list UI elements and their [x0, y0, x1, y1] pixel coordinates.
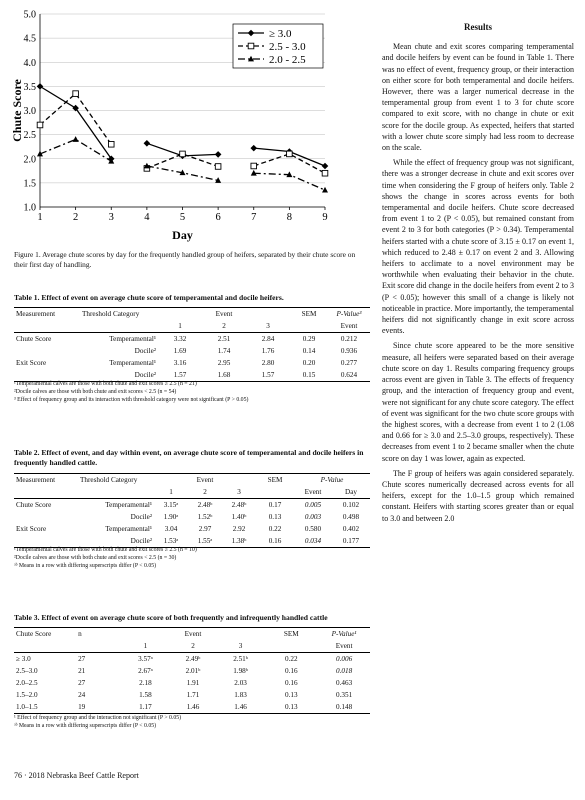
figure-1-line-chart	[0, 0, 375, 250]
data-point	[37, 83, 44, 90]
table-row	[14, 677, 370, 689]
cell: 0.14	[302, 347, 316, 355]
table-row	[14, 333, 370, 346]
results-paragraph: Mean chute and exit scores comparing temperamental and docile heifers by event can be found in Table 1. There was no effect of event, frequency group, or their interaction on either score for both temperamental and docile heifers. However, there was a larger numerical decrease in the temperamental group from event 1 to 3 for chute score compared to exit score, with no change in chute or exit score for the docile group. As expected, heifers that started with a lower chute score simply had less room to decrease on the scale.	[382, 42, 574, 153]
table-row	[14, 689, 370, 701]
t3-h-sem: SEM	[264, 628, 318, 641]
y-tick-label: 1.5	[23, 178, 36, 190]
cell: 2.49ᵇ	[185, 655, 201, 663]
cell: 2.51	[217, 335, 231, 343]
series-2	[37, 91, 328, 176]
series-3	[37, 136, 328, 192]
cell: 1.46	[169, 701, 217, 714]
results-column	[382, 22, 574, 528]
cell: 2.92	[232, 525, 246, 533]
table2-title: Table 2. Effect of event, and day within event, on average chute score of temperamental and docile heifers in frequently handled cattle.	[14, 448, 364, 467]
cell: 1.57	[158, 369, 202, 382]
cell: 2.84	[261, 335, 275, 343]
x-tick-label: 3	[108, 212, 114, 223]
cell: Docile²	[130, 513, 152, 521]
t2-h-e1: 1	[154, 486, 188, 499]
data-point	[322, 187, 328, 193]
cell: 1.46	[217, 701, 265, 714]
t1-h-e3: 3	[246, 320, 290, 333]
t3-h-ev: Event	[318, 640, 370, 653]
cell: 3.04	[164, 525, 178, 533]
cell: 1.17	[122, 701, 170, 714]
table2-footnotes	[14, 547, 374, 570]
cell: 2.80	[261, 359, 275, 367]
cell: 0.29	[302, 335, 316, 343]
cell: Chute Score	[16, 335, 52, 343]
table2	[14, 473, 370, 548]
cell: 0.16	[285, 679, 298, 687]
t3-h-event: Event	[122, 628, 265, 641]
y-tick-label: 2.5	[23, 130, 36, 142]
cell: 1.74	[217, 347, 231, 355]
table-row	[14, 653, 370, 666]
cell: 0.212	[340, 335, 358, 343]
cell	[14, 345, 80, 357]
t2-h-measurement: Measurement	[14, 474, 78, 487]
cell: 0.936	[340, 347, 358, 355]
x-tick-label: 1	[37, 212, 43, 223]
data-point	[250, 145, 257, 152]
footnote: ¹Temperamental calves are those with both chute and exit scores ≥ 2.5 (n = 21)	[14, 381, 197, 387]
cell: 2.18	[139, 679, 152, 687]
cell: 1.83	[234, 691, 247, 699]
x-tick-label: 5	[179, 212, 186, 223]
y-tick-label: 2.0	[23, 154, 36, 166]
cell: 1.91	[186, 679, 200, 687]
data-point	[180, 151, 186, 157]
cell: 1.55ᵃ	[188, 535, 222, 548]
x-tick-label: 9	[322, 212, 328, 223]
cell: 0.16	[285, 667, 298, 675]
cell	[14, 535, 78, 548]
y-tick-label: 5.0	[23, 9, 36, 21]
y-tick-label: 4.5	[23, 33, 36, 45]
data-point	[248, 43, 254, 49]
results-paragraph: While the effect of frequency group was not significant, there was a stronger decrease in chute and exit scores over time when considering the F group of heifers only. Table 2 shows the change in scores across events for both temperamental and docile heifers. Chute score decreased from event 1 to 2 (P < 0.05), but remained constant from event 2 to 3 for both categories (P > 0.34). Temperamental heifers started with a chute score of 3.15 ± 0.17 on event 1, which reduced to 2.48 ± 0.17 on event 2 and 3. Allowing heifers to acclimate to a novel environment may be worthwhile when evaluating their behavior in the chute. Exit score did change in the docile heifers from event 2 to 3 (P < 0.05); however this small of a change is likely not noticeable in practice. More importantly, the temperamental heifers did not significantly change in exit score across events.	[382, 158, 574, 336]
t2-h-sem: SEM	[256, 474, 294, 487]
data-point	[215, 164, 221, 170]
cell: 1.58	[139, 691, 152, 699]
t1-h-e1: 1	[158, 320, 202, 333]
table1-footnotes	[14, 381, 374, 404]
cell: 0.351	[336, 691, 353, 699]
cell: 0.22	[285, 655, 298, 663]
cell: Temperamental¹	[109, 335, 156, 343]
cell: 19	[76, 701, 122, 714]
t1-h-measurement: Measurement	[14, 308, 80, 321]
table3-title: Table 3. Effect of event on average chute score of both frequently and infrequently handled cattle	[14, 613, 328, 622]
cell: ≥ 3.0	[16, 655, 31, 663]
footnote: ¹Temperamental calves are those with both chute and exit scores ≥ 2.5 (n = 10)	[14, 547, 197, 553]
t1-h-event: Event	[158, 308, 290, 321]
t3-h-e1: 1	[122, 640, 170, 653]
t1-h-pvalue: P-Value³	[328, 308, 370, 321]
t3-h-e3: 3	[217, 640, 265, 653]
cell: 1.98ᵇ	[233, 667, 248, 675]
t2-h-ev: Event	[294, 486, 332, 499]
t1-h-e2: 2	[202, 320, 246, 333]
cell: 1.69	[173, 347, 187, 355]
cell: 0.177	[332, 535, 370, 548]
cell: 24	[78, 691, 86, 699]
cell: 1.38ᵇ	[222, 535, 256, 548]
table-row	[14, 357, 370, 369]
data-point	[108, 141, 114, 147]
x-axis-label: Day	[172, 228, 193, 242]
data-point	[37, 122, 43, 128]
cell: Exit Score	[16, 359, 47, 367]
cell: 0.034	[294, 535, 332, 548]
cell: Docile²	[134, 347, 156, 355]
table-row	[14, 535, 370, 548]
table-row	[14, 369, 370, 382]
x-tick-label: 6	[215, 212, 221, 223]
table-row	[14, 511, 370, 523]
cell: 0.463	[336, 679, 353, 687]
cell: Docile²	[80, 369, 158, 382]
cell: 3.32	[173, 335, 187, 343]
results-heading: Results	[463, 22, 492, 32]
cell: Temperamental¹	[105, 525, 152, 533]
cell: 1.0–1.5	[14, 701, 76, 714]
cell: 0.22	[268, 525, 282, 533]
x-tick-label: 7	[251, 212, 257, 223]
cell: 2.48ᵇ	[197, 501, 213, 509]
cell: 2.95	[217, 359, 231, 367]
cell: 0.13	[285, 691, 298, 699]
x-tick-label: 4	[144, 212, 150, 223]
cell: 2.5–3.0	[16, 667, 38, 675]
y-tick-label: 3.5	[23, 81, 36, 93]
cell: Chute Score	[16, 501, 52, 509]
legend-label: 2.0 - 2.5	[269, 54, 306, 66]
cell: 0.624	[328, 369, 370, 382]
footnote: ¹ Effect of frequency group and the interaction not significant (P > 0.05)	[14, 715, 182, 721]
cell: 0.006	[336, 655, 353, 663]
cell: Docile²	[78, 535, 154, 548]
cell	[14, 369, 80, 382]
table-row	[14, 701, 370, 714]
cell: 1.90ᵃ	[163, 513, 179, 521]
cell: 21	[78, 667, 86, 675]
data-point	[73, 136, 79, 142]
cell: 3.57ᵃ	[138, 655, 153, 663]
x-tick-label: 2	[73, 212, 79, 223]
cell: 1.53ᵃ	[154, 535, 188, 548]
t1-h-threshold: Threshold Category	[80, 308, 158, 321]
cell: 2.48ᵇ	[231, 501, 247, 509]
legend-label: 2.5 - 3.0	[269, 41, 306, 53]
cell: 1.52ᵇ	[197, 513, 213, 521]
x-tick-label: 8	[286, 212, 292, 223]
t2-h-e2: 2	[188, 486, 222, 499]
footnote: ²Docile calves are those with both chute and exit scores < 2.5 (n = 54)	[14, 388, 177, 395]
data-point	[215, 151, 222, 158]
figure-caption: Figure 1. Average chute scores by day for the frequently handled group of heifers, separated by their chute score on their first day of handling.	[14, 250, 356, 269]
legend-label: ≥ 3.0	[269, 28, 292, 40]
footnote: ᵃᵇ Means in a row with differing superscripts differ (P < 0.05)	[14, 562, 157, 569]
cell: 2.01ᵇ	[185, 667, 201, 675]
y-tick-label: 4.0	[23, 57, 36, 69]
cell: 3.15ᵃ	[163, 501, 179, 509]
footnote: ᵃᵇ Means in a row with differing superscripts differ (P < 0.05)	[14, 722, 157, 729]
t2-h-pvalue: P-Value	[294, 474, 370, 487]
cell	[14, 511, 78, 523]
y-tick-label: 1.0	[23, 202, 36, 214]
cell: 1.5–2.0	[16, 691, 38, 699]
data-point	[322, 170, 328, 176]
table1-title: Table 1. Effect of event on average chute score of temperamental and docile heifers.	[14, 293, 284, 302]
table3-footnotes	[14, 715, 374, 731]
cell: 0.13	[264, 701, 318, 714]
page-footer: 76 · 2018 Nebraska Beef Cattle Report	[14, 771, 139, 780]
series-line	[40, 86, 111, 158]
cell: 1.71	[186, 691, 200, 699]
cell: 0.16	[256, 535, 294, 548]
cell: 1.68	[202, 369, 246, 382]
t2-h-day: Day	[332, 486, 370, 499]
cell: 0.402	[342, 525, 360, 533]
t3-h-e2: 2	[169, 640, 217, 653]
cell: 0.498	[342, 513, 360, 521]
data-point	[251, 163, 257, 169]
cell: 27	[78, 679, 86, 687]
cell: Temperamental¹	[109, 359, 156, 367]
table-row	[14, 665, 370, 677]
table-row	[14, 523, 370, 535]
t2-h-threshold: Threshold Category	[78, 474, 154, 487]
cell: 27	[78, 655, 86, 663]
y-axis-label: Chute Score	[10, 79, 24, 142]
cell: 0.17	[268, 501, 282, 509]
cell: 3.16	[173, 359, 187, 367]
footnote: ³ Effect of frequency group and its interaction with threshold category were not significant (P > 0.05)	[14, 396, 249, 403]
cell: 2.0–2.5	[16, 679, 38, 687]
cell: 0.20	[302, 359, 316, 367]
cell: 0.018	[336, 667, 353, 675]
cell: 0.15	[290, 369, 328, 382]
t3-h-chute: Chute Score	[14, 628, 76, 641]
cell: Temperamental¹	[105, 501, 152, 509]
results-paragraph: The F group of heifers was again considered separately. Chute scores numerically decreased across events for all heifers, except for the 1.0–1.5 group which remained constant. Heifers with starting scores greater than or equal to 3.0 and between 2.0	[382, 468, 574, 523]
table-row	[14, 345, 370, 357]
data-point	[322, 163, 329, 170]
table3	[14, 627, 370, 714]
t3-h-n: n	[76, 628, 122, 641]
cell: 0.277	[340, 359, 358, 367]
cell: 0.102	[342, 501, 360, 509]
cell: 2.51ᵇ	[233, 655, 248, 663]
t1-h-sem: SEM	[290, 308, 328, 321]
cell: 1.40ᵇ	[231, 513, 247, 521]
t2-h-e3: 3	[222, 486, 256, 499]
cell: 0.13	[268, 513, 282, 521]
cell: 1.76	[261, 347, 275, 355]
cell: 0.580	[304, 525, 322, 533]
data-point	[287, 151, 293, 157]
cell: 0.148	[318, 701, 370, 714]
t3-h-pvalue: P-Value¹	[318, 628, 370, 641]
data-point	[73, 91, 79, 97]
results-paragraph: Since chute score appeared to be the more sensitive measure, all heifers were separated based on their average chute score on day 1. Results comparing frequency groups across event are given in Table 3. The effects of frequency group, and the interaction of frequency group and event, were not significant for any chute score category. The effect of event was significant for the two chute score groups with the highest scores, with a decrease from event 1 to 2 (1.08 and 0.66 for ≥ 3.0 and 2.5–3.0 groups, respectively). These decreases from event 1 to 2 became smaller when the chute score on day 1 was lower, again as expected.	[382, 341, 574, 463]
cell: 0.005	[304, 501, 322, 509]
table-row	[14, 499, 370, 512]
t1-h-ev: Event	[328, 320, 370, 333]
cell: 2.67ᵃ	[138, 667, 153, 675]
cell: 2.97	[198, 525, 212, 533]
cell: Exit Score	[16, 525, 47, 533]
data-point	[144, 140, 151, 147]
footnote: ²Docile calves are those with both chute and exit scores < 2.5 (n = 30)	[14, 554, 177, 561]
table1	[14, 307, 370, 382]
y-tick-label: 3.0	[23, 106, 36, 117]
cell: 2.03	[234, 679, 247, 687]
t2-h-event: Event	[154, 474, 256, 487]
cell: 0.003	[304, 513, 322, 521]
cell: 1.57	[246, 369, 290, 382]
